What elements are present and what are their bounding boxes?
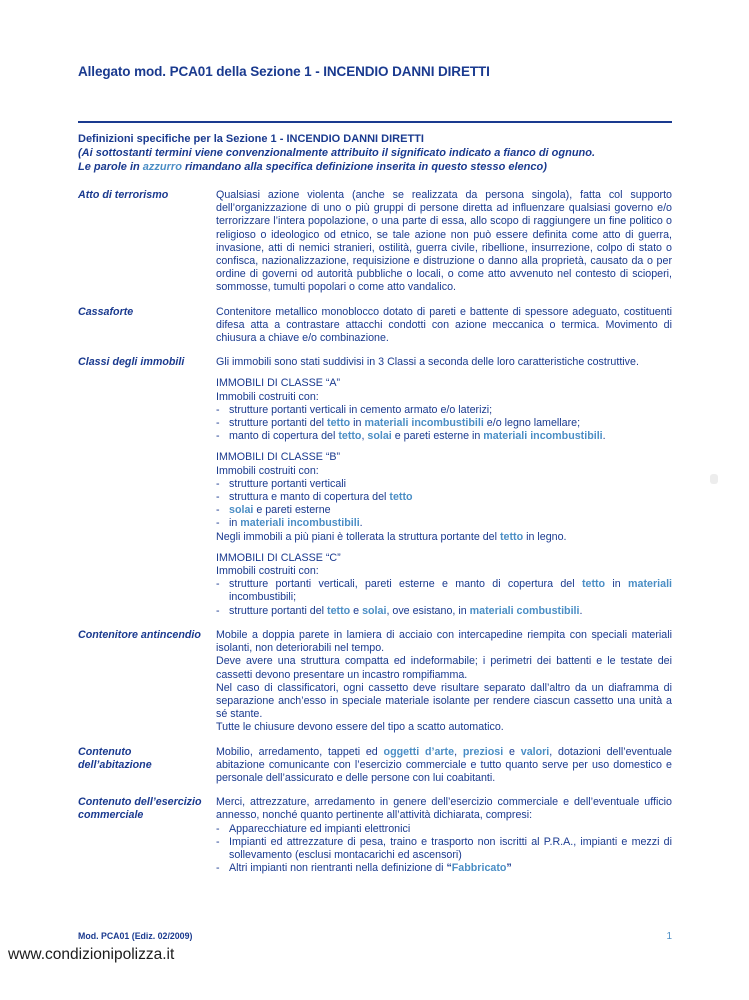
cross-reference-term: materiali combustibili — [469, 604, 580, 617]
paragraph — [216, 796, 672, 822]
cross-reference-term: materiali incombustibili — [240, 517, 360, 530]
text-segment: Immobili costruiti con: — [216, 464, 319, 477]
definition-block — [216, 796, 672, 875]
cross-reference-term: tetto — [499, 530, 524, 543]
definition-term: Cassaforte — [78, 305, 134, 318]
class-heading: IMMOBILI DI CLASSE “B” — [216, 451, 341, 464]
bullet-dash: - — [216, 477, 220, 490]
paragraph — [216, 306, 672, 346]
cross-reference-term: oggetti d’arte — [383, 745, 455, 758]
text-segment: e — [350, 604, 363, 617]
text-segment: Qualsiasi azione violenta (anche se realizzata da persona singola), fatta col supporto dell’organizzazione di uno o più gruppi di persone diretta ad influenzare qualsiasi governo e/o terrorizzare l’intera popolazione, o una parte di essa, allo scopo di raggiungere un fine politico o religioso o ideologico od etnico, se tale azione non può essere definita come atto di guerra, invasione, atti di nemici stranieri, ostilità, guerra civile, ribellione, insurrezione, colpo di stato o confisca, nazionalizzazione, requisizione e distruzione o danno alla proprietà, causato da o per ordine di governi od autorità pubbliche o locali, o come atto avvenuto nel contesto di scioperi, sommosse, tumulti popolari o come atto vandalico. — [216, 189, 672, 294]
definition-row — [78, 629, 672, 735]
cross-reference-term: tetto — [581, 578, 606, 591]
footer-doc-code: Mod. PCA01 (Ediz. 02/2009) — [78, 931, 193, 941]
bullet-item — [216, 478, 672, 491]
emphasis-text: ” — [506, 862, 512, 875]
emphasis-text: “ — [446, 862, 452, 875]
definition-row — [78, 189, 672, 295]
text-segment: Altri impianti non rientranti nella definizione di — [229, 862, 447, 875]
text-segment: Contenitore metallico monoblocco dotato di pareti e battente di spessore adeguato, costituenti difesa atta a contrastare attacchi condotti con azione meccanica o termica. Movimento di chiusura a chiave e/o combinazione. — [216, 305, 672, 345]
text-segment: in — [229, 517, 241, 530]
text-segment: in — [350, 417, 365, 430]
text-segment: struttura e manto di copertura del — [229, 491, 390, 504]
text-segment: Deve avere una struttura compatta ed indeformabile; i perimetri dei battenti e le testate dei cassetti devono presentare un incastro rompifiamma. — [216, 655, 672, 681]
definition-row — [78, 306, 672, 346]
definition-body — [216, 796, 672, 875]
bullet-dash: - — [216, 517, 220, 530]
bullet-item — [216, 417, 672, 430]
text-segment: incombustibili; — [229, 591, 297, 604]
text-segment: Mobilio, arredamento, tappeti ed — [216, 745, 384, 758]
cross-reference-term: tetto — [389, 491, 413, 504]
bullet-dash: - — [216, 862, 220, 875]
definitions-list — [78, 189, 672, 875]
text-segment: Immobili costruiti con: — [216, 565, 319, 578]
bullet-dash: - — [216, 835, 220, 848]
definition-row — [78, 746, 672, 786]
cross-reference-term: materiali incombustibili — [483, 430, 603, 443]
cross-reference-term: azzurro — [142, 160, 182, 173]
definition-body — [216, 356, 672, 618]
bullet-item — [216, 517, 672, 530]
bullet-dash: - — [216, 822, 220, 835]
text-segment: Mobile a doppia parete in lamiera di acciaio con intercapedine riempita con speciali materiali isolanti, non deteriorabili nel tempo. — [216, 628, 672, 655]
text-segment: Le parole in — [78, 160, 143, 173]
text-segment: strutture portanti verticali in cemento armato e/o laterizi; — [229, 403, 493, 416]
bullet-dash: - — [216, 504, 220, 517]
cross-reference-term: materiali — [628, 578, 673, 591]
watermark-url: www.condizionipolizza.it — [8, 946, 175, 963]
text-segment: , ove esistano, in — [386, 604, 470, 617]
text-segment: rimandano alla specifica definizione inserita in questo stesso elenco) — [181, 160, 547, 173]
text-segment: . — [579, 604, 583, 617]
definition-body — [216, 629, 672, 735]
definition-term: Atto di terrorismo — [78, 189, 169, 201]
cross-reference-term: tetto — [338, 430, 362, 443]
definition-block — [216, 189, 672, 295]
text-segment: e/o legno lamellare; — [483, 417, 581, 430]
text-segment: strutture portanti del — [229, 417, 328, 430]
bullet-item — [216, 504, 672, 517]
cross-reference-term: tetto — [327, 604, 351, 617]
section-heading: Definizioni specifiche per la Sezione 1 - INCENDIO DANNI DIRETTI — [78, 133, 424, 145]
intro-note-line1: (Ai sottostanti termini viene convenzionalmente attribuito il significato indicato a fianco di ognuno. — [78, 146, 596, 159]
paragraph — [216, 682, 672, 722]
paragraph — [216, 531, 672, 544]
cross-reference-term: solai — [229, 504, 254, 517]
text-segment: Apparecchiature ed impianti elettronici — [229, 822, 411, 835]
cross-reference-term: valori — [520, 745, 550, 758]
definition-row — [78, 356, 672, 618]
bullet-item — [216, 578, 672, 604]
bullet-item — [216, 823, 672, 836]
definition-block — [216, 306, 672, 346]
text-segment: in legno. — [523, 530, 567, 543]
text-segment: Immobili costruiti con: — [216, 390, 319, 403]
text-segment: , — [361, 430, 368, 443]
paragraph — [216, 629, 672, 655]
text-segment: e pareti esterne in — [391, 430, 484, 443]
header-rule — [78, 121, 672, 123]
definition-body — [216, 306, 672, 346]
text-segment: manto di copertura del — [229, 430, 339, 443]
text-segment: strutture portanti verticali — [229, 477, 347, 490]
paragraph — [216, 189, 672, 295]
page-title: Allegato mod. PCA01 della Sezione 1 - INCENDIO DANNI DIRETTI — [78, 64, 490, 79]
definition-term: Contenuto dell’esercizio commerciale — [78, 796, 202, 822]
cross-reference-term: solai — [367, 430, 392, 443]
definition-block — [216, 629, 672, 735]
bullet-dash: - — [216, 417, 220, 430]
paragraph — [216, 465, 672, 478]
cross-reference-term: Fabbricato — [451, 862, 507, 875]
scan-artifact — [710, 474, 718, 484]
text-segment: Tutte le chiusure devono essere del tipo a scatto automatico. — [216, 721, 504, 734]
text-segment: strutture portanti verticali, pareti esterne e manto di copertura del — [229, 578, 582, 591]
definition-body — [216, 746, 672, 786]
cross-reference-term: solai — [362, 604, 387, 617]
text-segment: Gli immobili sono stati suddivisi in 3 Classi a seconda delle loro caratteristiche costruttive. — [216, 356, 639, 369]
paragraph — [216, 356, 672, 369]
text-segment: e — [503, 745, 521, 758]
bullet-item — [216, 836, 672, 862]
bullet-dash: - — [216, 604, 220, 617]
class-heading: IMMOBILI DI CLASSE “C” — [216, 551, 341, 564]
definition-block — [216, 356, 672, 369]
bullet-item — [216, 862, 672, 875]
definition-block — [216, 377, 672, 443]
bullet-dash: - — [216, 430, 220, 443]
cross-reference-term: materiali incombustibili — [364, 417, 484, 430]
bullet-item — [216, 404, 672, 417]
class-heading: IMMOBILI DI CLASSE “A” — [216, 377, 341, 390]
bullet-item — [216, 605, 672, 618]
definition-block — [216, 552, 672, 618]
text-segment: Nel caso di classificatori, ogni cassetto deve risultare separato dall’altro da un diaframma di separazione anch’esso in speciale materiale isolante per rendere ciascun cassetto una unità a sé stante. — [216, 681, 672, 721]
text-segment: , dotazioni dell’eventuale abitazione comunicante con l’esercizio commerciale e tutto quanto serve per uso domestico e personale dell’assicurato e delle persone con lui coabitanti. — [216, 745, 672, 784]
definition-body — [216, 189, 672, 295]
bullet-dash: - — [216, 403, 220, 416]
text-segment: Merci, attrezzature, arredamento in genere dell’esercizio commerciale e dell’eventuale ufficio annesso, nonché quanto pertinente all’attività dichiarata, compresi: — [216, 796, 672, 822]
intro-note-line2 — [78, 161, 672, 175]
paragraph — [216, 721, 672, 734]
footer-page-number: 1 — [666, 931, 672, 942]
definition-term: Contenitore antincendio — [78, 628, 201, 641]
bullet-dash: - — [216, 578, 220, 591]
text-segment: Impianti ed attrezzature di pesa, traino e trasporto non iscritti al P.R.A., impianti e mezzi di sollevamento (esclusi montacarichi ed ascensori) — [229, 835, 672, 861]
paragraph — [216, 746, 672, 786]
text-segment: e pareti esterne — [253, 504, 331, 517]
paragraph — [216, 391, 672, 404]
bullet-item — [216, 491, 672, 504]
text-segment: strutture portanti del — [229, 604, 328, 617]
paragraph — [216, 655, 672, 681]
cross-reference-term: preziosi — [462, 745, 504, 758]
paragraph — [216, 565, 672, 578]
text-segment: Negli immobili a più piani è tollerata la struttura portante del — [216, 530, 500, 543]
cross-reference-term: tetto — [327, 417, 351, 430]
intro-section — [78, 133, 672, 174]
text-segment: . — [359, 517, 363, 530]
definition-block — [216, 746, 672, 786]
text-segment: . — [602, 430, 606, 443]
definition-row — [78, 796, 672, 875]
definition-term: Contenuto dell’abitazione — [78, 745, 152, 771]
definition-block — [216, 451, 672, 543]
page-footer — [78, 931, 672, 942]
bullet-dash: - — [216, 491, 220, 504]
text-segment: , — [454, 745, 463, 758]
bullet-item — [216, 430, 672, 443]
text-segment: in — [605, 578, 629, 591]
definition-term: Classi degli immobili — [78, 356, 185, 369]
